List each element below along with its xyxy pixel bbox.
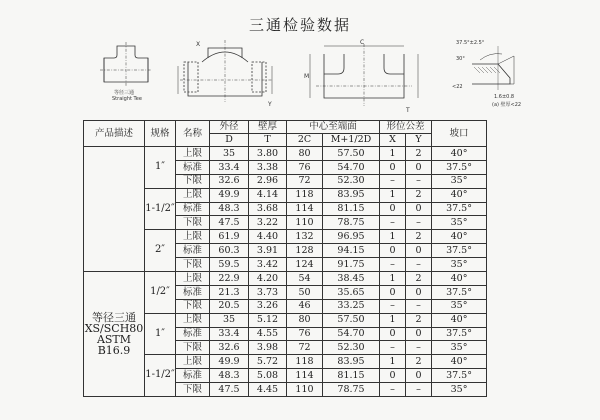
table-row [84, 230, 487, 244]
tol-y-value: 0 [406, 202, 432, 216]
header-spec: 规格 [145, 121, 176, 147]
center-c-value: 114 [287, 202, 323, 216]
center-c-value: 80 [287, 313, 323, 327]
center-m-value: 57.50 [323, 313, 380, 327]
dim-c-label: C [360, 39, 365, 46]
product-desc-line: XS/SCH80 [84, 322, 144, 336]
row-name: 上限 [176, 355, 210, 369]
row-name: 下限 [176, 341, 210, 355]
bevel-value: 35° [432, 383, 487, 397]
dim-t-label: T [406, 107, 410, 114]
tol-y-value: – [406, 258, 432, 272]
row-name: 下限 [176, 216, 210, 230]
row-name: 下限 [176, 258, 210, 272]
tol-x-value: 1 [380, 272, 406, 286]
bevel-value: 37.5° [432, 327, 487, 341]
bevel-value: 37.5° [432, 202, 487, 216]
od-value: 33.4 [210, 160, 249, 174]
bevel-value: 37.5° [432, 369, 487, 383]
product-desc-line: 等径三通 [92, 311, 136, 325]
table-row [84, 272, 487, 286]
tol-x-value: 0 [380, 285, 406, 299]
spec-size-cell: 1/2″ [145, 272, 176, 314]
wall-value: 3.91 [249, 244, 287, 258]
tol-x-value: 0 [380, 244, 406, 258]
bevel-value: 35° [432, 258, 487, 272]
center-c-value: 118 [287, 188, 323, 202]
header-tol-x: X [380, 134, 406, 147]
tol-x-value: 0 [380, 202, 406, 216]
header-center-c: 2C [287, 134, 323, 147]
tol-y-value: 2 [406, 313, 432, 327]
wall-value: 4.14 [249, 188, 287, 202]
header-row-1 [84, 121, 487, 134]
spec-size-cell: 1-1/2″ [145, 355, 176, 397]
tol-y-value: 0 [406, 285, 432, 299]
tol-y-value: 2 [406, 272, 432, 286]
center-m-value: 52.30 [323, 341, 380, 355]
tol-y-value: 2 [406, 355, 432, 369]
od-value: 32.6 [210, 341, 249, 355]
bevel-ref-angle-label: 30° [456, 56, 465, 62]
wall-value: 2.96 [249, 174, 287, 188]
row-name: 上限 [176, 147, 210, 161]
center-m-value: 91.75 [323, 258, 380, 272]
wall-value: 3.42 [249, 258, 287, 272]
center-m-value: 78.75 [323, 383, 380, 397]
table-row [84, 188, 487, 202]
center-c-value: 76 [287, 160, 323, 174]
spec-size-cell: 1-1/2″ [145, 188, 176, 230]
tol-x-value: – [380, 216, 406, 230]
tol-x-value: 1 [380, 147, 406, 161]
product-desc-line: B16.9 [97, 344, 131, 358]
tol-x-value: 1 [380, 188, 406, 202]
dim-y-label: Y [268, 101, 272, 108]
technical-drawings [88, 36, 600, 118]
product-desc-line: ASTM [96, 333, 132, 347]
bevel-value: 40° [432, 272, 487, 286]
tol-x-value: 0 [380, 369, 406, 383]
bevel-detail-drawing [450, 36, 600, 118]
od-value: 33.4 [210, 327, 249, 341]
tol-x-value: 0 [380, 160, 406, 174]
tee-section-drawing [298, 36, 430, 118]
od-value: 48.3 [210, 369, 249, 383]
header-wall-sub: T [249, 134, 287, 147]
header-desc: 产品描述 [84, 121, 145, 147]
row-name: 上限 [176, 313, 210, 327]
header-center-m: M+1/2D [323, 134, 380, 147]
header-od: 外径 [210, 121, 249, 134]
row-name: 下限 [176, 174, 210, 188]
wall-value: 5.12 [249, 313, 287, 327]
tol-y-value: 2 [406, 147, 432, 161]
wall-value: 3.98 [249, 341, 287, 355]
spec-size-cell: 1″ [145, 147, 176, 189]
tol-x-value: – [380, 299, 406, 313]
row-name: 标准 [176, 160, 210, 174]
row-name: 上限 [176, 188, 210, 202]
center-m-value: 52.30 [323, 174, 380, 188]
header-name: 名称 [176, 121, 210, 147]
tol-x-value: – [380, 258, 406, 272]
tee-tolerance-drawing [172, 36, 282, 118]
wall-value: 4.40 [249, 230, 287, 244]
center-c-value: 114 [287, 369, 323, 383]
tol-y-value: 0 [406, 244, 432, 258]
od-value: 21.3 [210, 285, 249, 299]
center-c-value: 110 [287, 383, 323, 397]
od-value: 47.5 [210, 383, 249, 397]
row-name: 上限 [176, 230, 210, 244]
wall-value: 5.08 [249, 369, 287, 383]
wall-value: 3.22 [249, 216, 287, 230]
center-m-value: 33.25 [323, 299, 380, 313]
center-m-value: 35.65 [323, 285, 380, 299]
product-desc-cell [84, 147, 145, 272]
center-c-value: 118 [287, 355, 323, 369]
dim-x-label: X [196, 41, 201, 48]
row-name: 标准 [176, 327, 210, 341]
center-m-value: 83.95 [323, 355, 380, 369]
od-value: 32.6 [210, 174, 249, 188]
wall-value: 3.68 [249, 202, 287, 216]
spec-size-cell: 2″ [145, 230, 176, 272]
bevel-value: 37.5° [432, 244, 487, 258]
od-value: 49.9 [210, 355, 249, 369]
bevel-t-label: <22 [452, 84, 463, 90]
od-value: 61.9 [210, 230, 249, 244]
header-wall: 壁厚 [249, 121, 287, 134]
tol-y-value: – [406, 174, 432, 188]
tol-x-value: – [380, 341, 406, 355]
tol-y-value: 0 [406, 160, 432, 174]
center-m-value: 78.75 [323, 216, 380, 230]
center-m-value: 81.15 [323, 202, 380, 216]
tol-y-value: 0 [406, 369, 432, 383]
center-m-value: 54.70 [323, 327, 380, 341]
center-m-value: 96.95 [323, 230, 380, 244]
od-value: 35 [210, 147, 249, 161]
bevel-value: 35° [432, 216, 487, 230]
bevel-angle-label: 37.5°±2.5° [456, 40, 485, 46]
table-body [84, 147, 487, 397]
od-value: 60.3 [210, 244, 249, 258]
wall-value: 3.73 [249, 285, 287, 299]
row-name: 下限 [176, 383, 210, 397]
bevel-value: 35° [432, 299, 487, 313]
center-c-value: 110 [287, 216, 323, 230]
table-row [84, 313, 487, 327]
header-od-sub: D [210, 134, 249, 147]
od-value: 59.5 [210, 258, 249, 272]
tol-y-value: – [406, 299, 432, 313]
wall-value: 4.45 [249, 383, 287, 397]
header-tol-y: Y [406, 134, 432, 147]
row-name: 标准 [176, 285, 210, 299]
tol-y-value: – [406, 383, 432, 397]
center-c-value: 50 [287, 285, 323, 299]
dim-m-label: M [304, 73, 310, 80]
straight-tee-drawing [90, 36, 162, 118]
wall-note-label: (a) 壁厚<22 [492, 102, 522, 108]
tol-x-value: 1 [380, 313, 406, 327]
wall-value: 3.26 [249, 299, 287, 313]
header-center: 中心至端面 [287, 121, 380, 134]
tol-y-value: – [406, 216, 432, 230]
tol-y-value: 2 [406, 188, 432, 202]
center-m-value: 83.95 [323, 188, 380, 202]
center-c-value: 72 [287, 341, 323, 355]
bevel-value: 37.5° [432, 285, 487, 299]
straight-tee-cn-label: 等径三通 [114, 90, 135, 96]
tol-x-value: 0 [380, 327, 406, 341]
tol-x-value: – [380, 383, 406, 397]
center-m-value: 54.70 [323, 160, 380, 174]
table-row [84, 147, 487, 161]
row-name: 标准 [176, 244, 210, 258]
page-title: 三通检验数据 [248, 16, 351, 34]
product-desc-cell [84, 272, 145, 397]
center-c-value: 46 [287, 299, 323, 313]
od-value: 20.5 [210, 299, 249, 313]
center-c-value: 72 [287, 174, 323, 188]
row-name: 上限 [176, 272, 210, 286]
row-name: 标准 [176, 202, 210, 216]
wall-value: 3.80 [249, 147, 287, 161]
tol-x-value: – [380, 174, 406, 188]
bevel-value: 40° [432, 230, 487, 244]
bevel-value: 40° [432, 313, 487, 327]
table-row [84, 355, 487, 369]
center-c-value: 128 [287, 244, 323, 258]
inspection-table [83, 120, 487, 397]
od-value: 22.9 [210, 272, 249, 286]
center-c-value: 76 [287, 327, 323, 341]
od-value: 48.3 [210, 202, 249, 216]
header-tol: 形位公差 [380, 121, 432, 134]
od-value: 35 [210, 313, 249, 327]
bevel-value: 40° [432, 355, 487, 369]
bevel-value: 37.5° [432, 160, 487, 174]
od-value: 47.5 [210, 216, 249, 230]
tol-y-value: – [406, 341, 432, 355]
wall-value: 5.72 [249, 355, 287, 369]
row-name: 下限 [176, 299, 210, 313]
wall-value: 4.20 [249, 272, 287, 286]
center-m-value: 94.15 [323, 244, 380, 258]
wall-value: 3.38 [249, 160, 287, 174]
bevel-value: 40° [432, 147, 487, 161]
center-c-value: 54 [287, 272, 323, 286]
center-m-value: 38.45 [323, 272, 380, 286]
spec-size-cell: 1″ [145, 313, 176, 355]
tol-x-value: 1 [380, 230, 406, 244]
bevel-value: 35° [432, 174, 487, 188]
wall-value: 4.55 [249, 327, 287, 341]
land-label: 1.6±0.8 [494, 94, 515, 100]
row-name: 标准 [176, 369, 210, 383]
center-c-value: 132 [287, 230, 323, 244]
center-m-value: 57.50 [323, 147, 380, 161]
bevel-value: 35° [432, 341, 487, 355]
center-c-value: 124 [287, 258, 323, 272]
straight-tee-en-label: Straight Tee [112, 96, 142, 102]
tol-x-value: 1 [380, 355, 406, 369]
header-bevel: 坡口 [432, 121, 487, 147]
od-value: 49.9 [210, 188, 249, 202]
center-c-value: 80 [287, 147, 323, 161]
tol-y-value: 2 [406, 230, 432, 244]
tol-y-value: 0 [406, 327, 432, 341]
center-m-value: 81.15 [323, 369, 380, 383]
bevel-value: 40° [432, 188, 487, 202]
